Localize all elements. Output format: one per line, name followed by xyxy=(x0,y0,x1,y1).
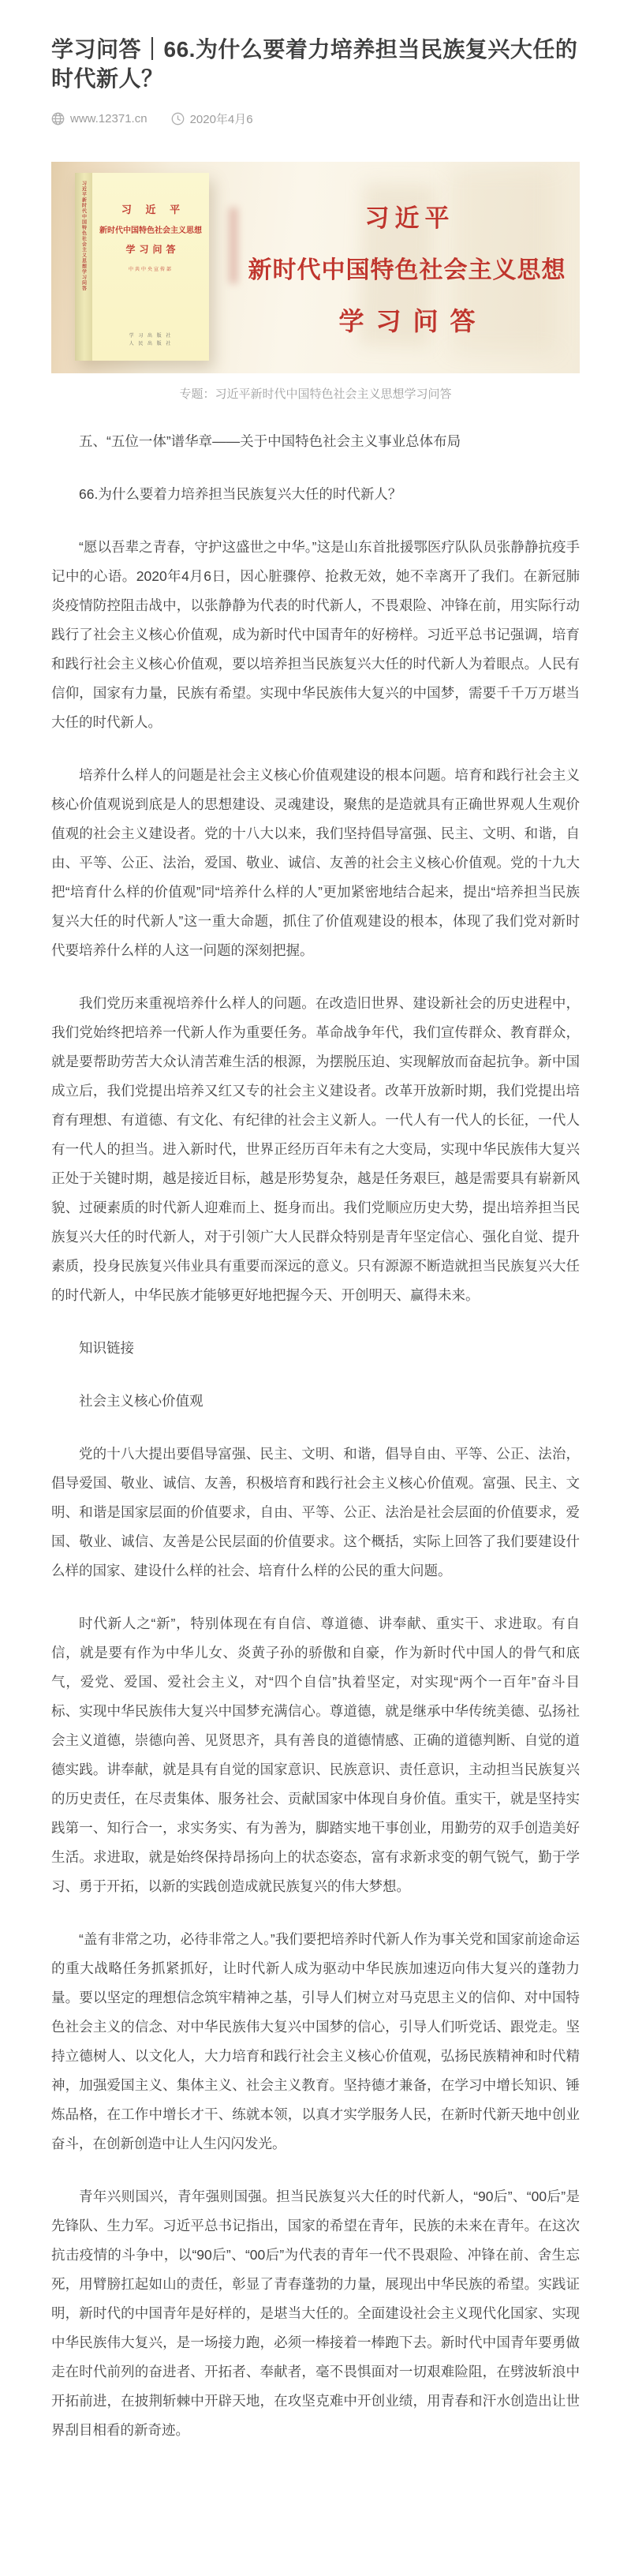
article-meta xyxy=(51,110,580,127)
article-paragraph: 知识链接 xyxy=(79,1340,134,1356)
book-front-cover xyxy=(92,173,209,361)
banner-headline-line2: 新时代中国特色社会主义思想 xyxy=(248,257,566,283)
page-title: 学习问答｜66.为什么要着力培养担当民族复兴大任的时代新人？ xyxy=(51,37,578,91)
banner-headline-line3: 学习问答 xyxy=(338,307,487,335)
topic-link[interactable]: 专题：习近平新时代中国特色社会主义思想学习问答 xyxy=(179,388,452,401)
content-column xyxy=(51,0,580,2445)
article-paragraph: “愿以吾辈之青春，守护这盛世之中华。”这是山东首批援鄂医疗队队员张静静抗疫手记中的心语。2020年4月6日，因心脏骤停、抢救无效，她不幸离开了我们。在新冠肺炎疫情防控阻击战中，以张静静为代表的时代新人，不畏艰险、冲锋在前，用实际行动践行了社会主义核心价值观，成为新时代中国青年的好榜样。习近平总书记强调，培育和践行社会主义核心价值观，要以培养担当民族复兴大任的时代新人为着眼点。人民有信仰，国家有力量，民族有希望。实现中华民族伟大复兴的中国梦，需要千千万万堪当大任的时代新人。 xyxy=(51,539,580,730)
book-publishers xyxy=(92,332,209,348)
source-text: www.12371.cn xyxy=(70,112,147,125)
date-item xyxy=(171,110,253,127)
article-paragraph: 我们党历来重视培养什么样人的问题。在改造旧世界、建设新社会的历史进程中，我们党始终把培养一代新人作为重要任务。革命战争年代，我们宣传群众、教育群众，就是要帮助劳苦大众认清苦难生活的根源，为摆脱压迫、实现解放而奋起抗争。新中国成立后，我们党提出培养又红又专的社会主义建设者。改革开放新时期，我们党提出培育有理想、有道德、有文化、有纪律的社会主义新人。一代人有一代人的长征，一代人有一代人的担当。进入新时代，世界正经历百年未有之大变局，实现中华民族伟大复兴正处于关键时期，越是接近目标，越是形势复杂，越是任务艰巨，越是需要具有崭新风貌、过硬素质的时代新人迎难而上、挺身而出。我们党顺应历史大势，提出培养担当民族复兴大任的时代新人，对于引领广大人民群众特别是青年坚定信心、强化自觉、提升素质，投身民族复兴伟业具有重要而深远的意义。只有源源不断造就担当民族复兴大任的时代新人，中华民族才能够更好地把握今天、开创明天、赢得未来。 xyxy=(51,995,580,1303)
article-paragraph: 五、“五位一体”谱华章——关于中国特色社会主义事业总体布局 xyxy=(79,433,461,449)
book-editor: 中共中央宣传部 xyxy=(128,268,173,272)
date-text: 2020年4月6 xyxy=(189,113,253,126)
article-body xyxy=(51,427,580,2445)
banner-image xyxy=(51,162,580,373)
book-spine xyxy=(75,173,92,361)
article-paragraph: 66.为什么要着力培养担当民族复兴大任的时代新人？ xyxy=(79,486,402,502)
banner-headline-line1: 习近平 xyxy=(364,204,455,232)
book-author: 习 近 平 xyxy=(121,204,186,215)
article-paragraph: 党的十八大提出要倡导富强、民主、文明、和谐，倡导自由、平等、公正、法治，倡导爱国、敬业、诚信、友善，积极培育和践行社会主义核心价值观。富强、民主、文明、和谐是国家层面的价值要求，自由、平等、公正、法治是社会层面的价值要求，爱国、敬业、诚信、友善是公民层面的价值要求。这个概括，实际上回答了我们要建设什么样的国家、建设什么样的社会、培育什么样的公民的重大问题。 xyxy=(51,1446,580,1578)
banner-headline xyxy=(239,198,575,338)
clock-icon xyxy=(171,112,185,125)
source-item xyxy=(51,112,147,125)
book-publisher-1: 学 习 出 版 社 xyxy=(129,334,173,339)
globe-icon xyxy=(51,112,65,125)
book-subtitle: 学习问答 xyxy=(125,244,180,255)
book-spine-text: 习近平新时代中国特色社会主义思想学习问答 xyxy=(80,181,86,291)
article-paragraph: 培养什么样人的问题是社会主义核心价值观建设的根本问题。培育和践行社会主义核心价值观说到底是人的思想建设、灵魂建设，聚焦的是造就具有正确世界观人生观价值观的社会主义建设者。党的十八大以来，我们坚持倡导富强、民主、文明、和谐，自由、平等、公正、法治，爱国、敬业、诚信、友善的社会主义核心价值观。党的十九大把“培育什么样的价值观”同“培养什么样的人”更加紧密地结合起来，提出“培养担当民族复兴大任的时代新人”这一重大命题，抓住了价值观建设的根本，体现了我们党对新时代要培养什么样的人这一问题的深刻把握。 xyxy=(51,767,580,958)
article-paragraph: 青年兴则国兴，青年强则国强。担当民族复兴大任的时代新人，“90后”、“00后”是先锋队、生力军。习近平总书记指出，国家的希望在青年，民族的未来在青年。在这次抗击疫情的斗争中，以“90后”、“00后”为代表的青年一代不畏艰险、冲锋在前、舍生忘死，用臂膀扛起如山的责任，彰显了青春蓬勃的力量，展现出中华民族的希望。实践证明，新时代的中国青年是好样的，是堪当大任的。全面建设社会主义现代化国家、实现中华民族伟大复兴，是一场接力跑，必须一棒接着一棒跑下去。新时代中国青年要勇做走在时代前列的奋进者、开拓者、奉献者，毫不畏惧面对一切艰难险阻，在劈波斩浪中开拓前进，在披荆斩棘中开辟天地，在攻坚克难中开创业绩，用青春和汗水创造出让世界刮目相看的新奇迹。 xyxy=(51,2188,580,2438)
book-publisher-2: 人 民 出 版 社 xyxy=(129,342,173,346)
article-paragraph: 时代新人之“新”，特别体现在有自信、尊道德、讲奉献、重实干、求进取。有自信，就是要有作为中华儿女、炎黄子孙的骄傲和自豪，作为新时代中国人的骨气和底气，爱党、爱国、爱社会主义，对“四个自信”执着坚定，对实现“两个一百年”奋斗目标、实现中华民族伟大复兴中国梦充满信心。尊道德，就是继承中华传统美德、弘扬社会主义道德，崇德向善、见贤思齐，具有善良的道德情感、正确的道德判断、自觉的道德实践。讲奉献，就是具有自觉的国家意识、民族意识、责任意识，主动担当民族复兴的历史责任，在尽责集体、服务社会、贡献国家中体现自身价值。重实干，就是坚持实践第一、知行合一，求实务实、有为善为，脚踏实地干事创业，用勤劳的双手创造美好生活。求进取，就是始终保持昂扬向上的状态姿态，富有求新求变的朝气锐气，勤于学习、勇于开拓，以新的实践创造成就民族复兴的伟大梦想。 xyxy=(51,1616,580,1894)
book-title: 新时代中国特色社会主义思想 xyxy=(99,227,202,235)
banner-ghost-spine xyxy=(230,208,237,283)
book-cover-image xyxy=(75,173,209,361)
article-paragraph: “盖有非常之功，必待非常之人。”我们要把培养时代新人作为事关党和国家前途命运的重大战略任务抓紧抓好，让时代新人成为驱动中华民族加速迈向伟大复兴的蓬勃力量。要以坚定的理想信念筑牢精神之基，引导人们树立对马克思主义的信仰、对中国特色社会主义的信念、对中华民族伟大复兴中国梦的信心，引导人们听党话、跟党走。坚持立德树人、以文化人，大力培育和践行社会主义核心价值观，弘扬民族精神和时代精神，加强爱国主义、集体主义、社会主义教育。坚持德才兼备，在学习中增长知识、锤炼品格，在工作中增长才干、练就本领，以真才实学服务人民，在新时代新天地中创业奋斗，在创新创造中让人生闪闪发光。 xyxy=(51,1931,580,2151)
article-paragraph: 社会主义核心价值观 xyxy=(79,1393,203,1409)
